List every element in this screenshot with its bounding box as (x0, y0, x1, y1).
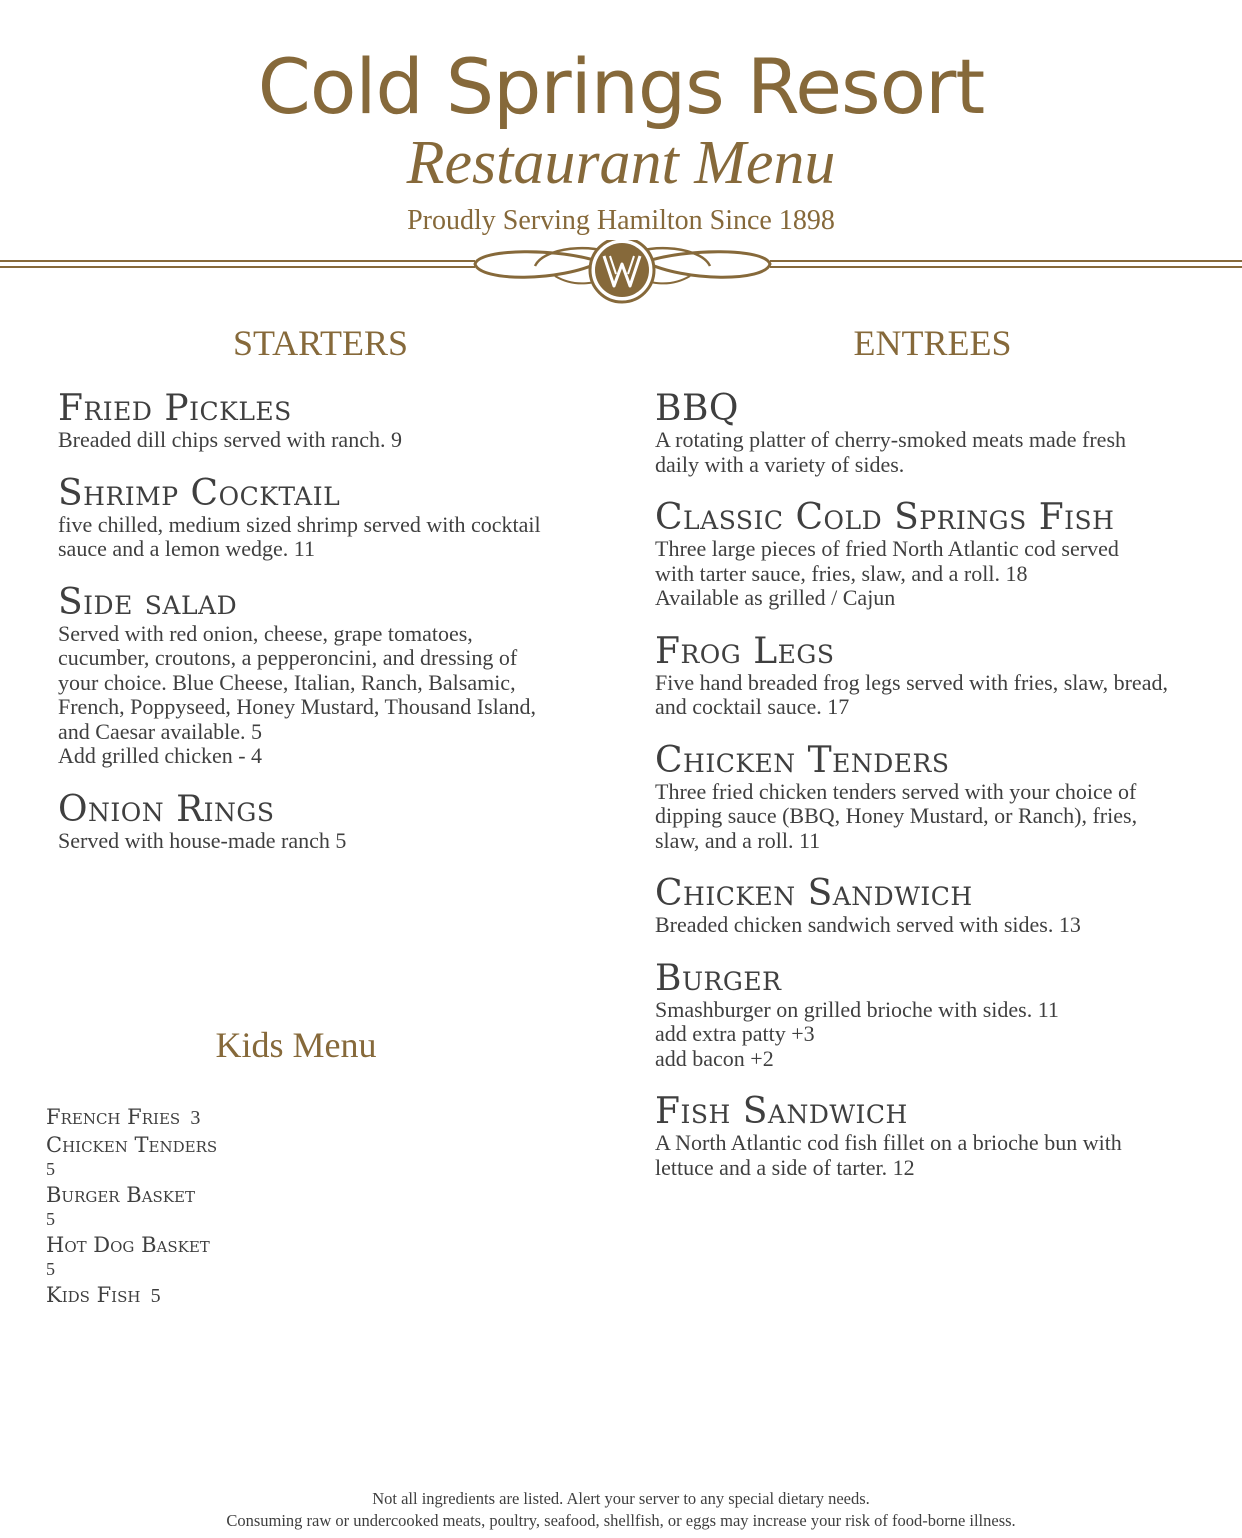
description-line: A North Atlantic cod fish fillet on a brioche bun with (655, 1130, 1122, 1155)
item-description (58, 428, 598, 453)
starters-column (58, 320, 598, 875)
description-line: with tarter sauce, fries, slaw, and a roll. 18 (655, 560, 1028, 586)
menu-item (655, 1093, 1215, 1180)
description-line: French, Poppyseed, Honey Mustard, Thousand Island, (58, 694, 537, 719)
item-name: Burger (655, 957, 782, 999)
item-description (655, 428, 1215, 477)
description-line: Three large pieces of fried North Atlantic cod served (655, 536, 1119, 561)
menu-item (655, 390, 1215, 477)
menu-item (58, 788, 598, 854)
kids-item-price: 3 (190, 1107, 201, 1129)
kids-item-name: French Fries (46, 1105, 181, 1129)
item-description (58, 829, 598, 854)
item-description (655, 998, 1215, 1072)
footer-disclaimer (0, 1488, 1242, 1532)
tagline: Proudly Serving Hamilton Since 1898 (407, 205, 835, 236)
item-description (655, 537, 1215, 611)
item-name: Chicken Sandwich (655, 873, 973, 914)
kids-menu (46, 1022, 566, 1310)
item-description (655, 1131, 1215, 1180)
footer-line: Consuming raw or undercooked meats, poultry, seafood, shellfish, or eggs may increase your risk of food-borne illness. (226, 1511, 1016, 1530)
description-line: Served with house-made ranch 5 (58, 827, 347, 853)
kids-item-price: 5 (46, 1259, 55, 1279)
item-name: Shrimp Cocktail (58, 472, 341, 514)
kids-heading: Kids Menu (215, 1025, 377, 1065)
kids-item-name: Burger Basket (46, 1183, 195, 1207)
menu-item (655, 630, 1215, 720)
item-description (655, 913, 1215, 938)
footer-line: Not all ingredients are listed. Alert your server to any special dietary needs. (372, 1489, 870, 1508)
description-line: Served with red onion, cheese, grape tomatoes, (58, 620, 473, 646)
menu-item (655, 739, 1215, 854)
kids-item (46, 1104, 566, 1130)
description-line: Five hand breaded frog legs served with fries, slaw, bread, (655, 669, 1168, 695)
item-name: Classic Cold Springs Fish (655, 497, 1115, 538)
description-line: cucumber, croutons, a pepperoncini, and dressing of (58, 645, 518, 670)
description-line: and cocktail sauce. 17 (655, 694, 850, 719)
menu-item (58, 390, 598, 453)
item-description (58, 513, 598, 562)
kids-item-name: Chicken Tenders (46, 1133, 218, 1157)
kids-item (46, 1232, 566, 1280)
description-line: lettuce and a side of tarter. 12 (655, 1154, 915, 1180)
description-line: add bacon +2 (655, 1045, 774, 1071)
description-line: and Caesar available. 5 (58, 718, 263, 744)
description-line: slaw, and a roll. 11 (655, 827, 821, 853)
entrees-heading: ENTREES (853, 323, 1012, 363)
description-line: A rotating platter of cherry-smoked meats made fresh (655, 427, 1127, 452)
item-name: Side salad (58, 581, 238, 623)
menu-header (0, 0, 1242, 310)
entrees-column (655, 320, 1215, 1202)
item-name: Onion Rings (58, 788, 275, 830)
item-name: Chicken Tenders (655, 739, 950, 781)
description-line: Add grilled chicken - 4 (58, 743, 263, 768)
kids-item (46, 1282, 566, 1308)
item-description (58, 622, 598, 769)
item-name: Fried Pickles (58, 388, 292, 429)
menu-item (58, 581, 598, 769)
kids-item-price: 5 (150, 1285, 161, 1307)
kids-item (46, 1182, 566, 1230)
menu-item (655, 875, 1215, 938)
description-line: Available as grilled / Cajun (655, 585, 896, 610)
menu-item (58, 472, 598, 562)
kids-item (46, 1132, 566, 1180)
crest-icon (590, 240, 654, 302)
description-line: Smashburger on grilled brioche with sides. 11 (655, 996, 1059, 1022)
description-line: daily with a variety of sides. (655, 451, 905, 477)
menu-subtitle: Restaurant Menu (406, 129, 836, 197)
menu-item (655, 499, 1215, 611)
item-name: BBQ (655, 388, 739, 429)
description-line: your choice. Blue Cheese, Italian, Ranch, Balsamic, (58, 669, 516, 695)
kids-item-price: 5 (46, 1159, 55, 1179)
ornamental-divider (0, 240, 1242, 304)
item-description (655, 671, 1215, 720)
restaurant-title: Cold Springs Resort (257, 42, 985, 131)
kids-item-name: Hot Dog Basket (46, 1233, 210, 1257)
item-description (655, 780, 1215, 854)
description-line: Three fried chicken tenders served with your choice of (655, 778, 1137, 804)
kids-item-price: 5 (46, 1209, 55, 1229)
description-line: five chilled, medium sized shrimp served with cocktail (58, 511, 541, 537)
starters-heading: STARTERS (233, 323, 408, 363)
description-line: add extra patty +3 (655, 1021, 815, 1046)
description-line: Breaded dill chips served with ranch. 9 (58, 427, 402, 452)
description-line: Breaded chicken sandwich served with sides. 13 (655, 912, 1081, 937)
kids-item-name: Kids Fish (46, 1283, 141, 1307)
item-name: Fish Sandwich (655, 1091, 908, 1132)
item-name: Frog Legs (655, 630, 835, 672)
description-line: dipping sauce (BBQ, Honey Mustard, or Ranch), fries, (655, 803, 1138, 828)
description-line: sauce and a lemon wedge. 11 (58, 536, 315, 561)
menu-item (655, 957, 1215, 1072)
